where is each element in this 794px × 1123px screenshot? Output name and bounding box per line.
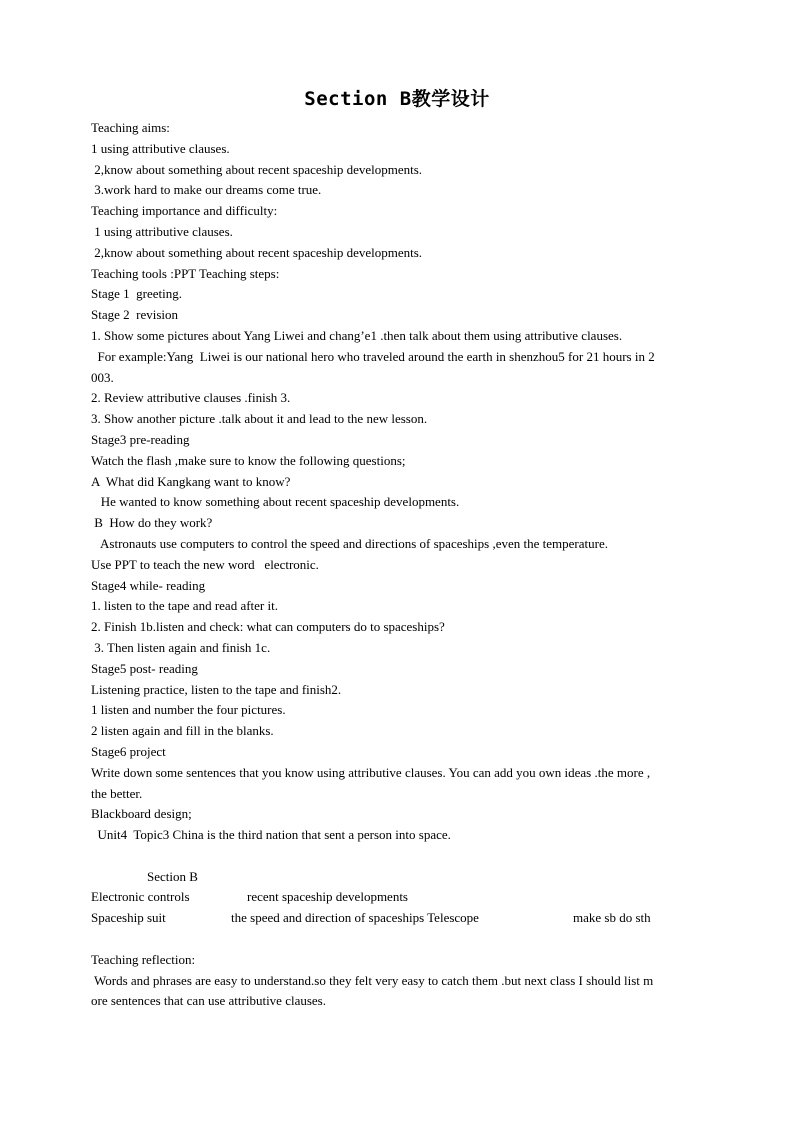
aim-line: 3.work hard to make our dreams come true.: [91, 182, 322, 198]
blackboard-row: [91, 908, 703, 929]
question-line: B How do they work?: [91, 515, 213, 531]
heading-reflection: Teaching reflection:: [91, 951, 196, 967]
step-line: Watch the flash ,make sure to know the following questions;: [91, 452, 406, 468]
heading-importance: Teaching importance and difficulty:: [91, 203, 278, 219]
tools-and-steps-line: Teaching tools :PPT Teaching steps:: [91, 265, 280, 281]
answer-line: Astronauts use computers to control the speed and directions of spaceships ,even the temperature.: [91, 535, 608, 551]
importance-line: 2,know about something about recent spaceship developments.: [91, 244, 423, 260]
blackboard-cell: make sb do sth: [573, 910, 651, 926]
step-line: 1 listen and number the four pictures.: [91, 702, 286, 718]
heading-teaching-aims: Teaching aims:: [91, 120, 170, 135]
stage-heading: Stage6 project: [91, 743, 166, 759]
aim-line: 2,know about something about recent spaceship developments.: [91, 161, 423, 177]
blackboard-cell: the speed and direction of spaceships Telescope: [231, 910, 479, 926]
step-line: Listening practice, listen to the tape and finish2.: [91, 681, 342, 697]
stage-heading: Stage 1 greeting.: [91, 286, 182, 302]
blackboard-section: Section B: [147, 868, 198, 884]
blackboard-row: [91, 887, 703, 908]
blackboard-topic: Unit4 Topic3 China is the third nation that sent a person into space.: [91, 827, 451, 843]
blackboard-section-row: [91, 867, 703, 888]
step-line: Use PPT to teach the new word electronic.: [91, 556, 319, 572]
blank-line: [91, 929, 703, 950]
question-line: A What did Kangkang want to know?: [91, 473, 291, 489]
page-title: Section B教学设计: [304, 88, 490, 110]
reflection-text: Words and phrases are easy to understand.so they felt very easy to catch them .but next class I should list m: [91, 972, 654, 988]
step-line: 2. Finish 1b.listen and check: what can computers do to spaceships?: [91, 619, 445, 635]
step-line: 1. listen to the tape and read after it.: [91, 598, 278, 614]
aim-line: 1 using attributive clauses.: [91, 140, 230, 156]
step-line: 003.: [91, 369, 114, 385]
step-line: 2 listen again and fill in the blanks.: [91, 723, 274, 739]
importance-line: 1 using attributive clauses.: [91, 223, 233, 239]
step-line: 3. Show another picture .talk about it and lead to the new lesson.: [91, 411, 428, 427]
step-line: Write down some sentences that you know using attributive clauses. You can add you own ideas .the more ,: [91, 764, 651, 780]
stage-heading: Stage4 while- reading: [91, 577, 206, 593]
document-body: [91, 118, 703, 1012]
step-line: 3. Then listen again and finish 1c.: [91, 639, 271, 655]
blackboard-cell: recent spaceship developments: [247, 889, 408, 905]
blackboard-cell: Spaceship suit: [91, 910, 166, 926]
step-line: 2. Review attributive clauses .finish 3.: [91, 390, 291, 406]
answer-line: He wanted to know something about recent spaceship developments.: [91, 494, 460, 510]
blank-line: [91, 846, 703, 867]
reflection-text: ore sentences that can use attributive clauses.: [91, 993, 326, 1009]
stage-heading: Stage3 pre-reading: [91, 431, 190, 447]
heading-blackboard-design: Blackboard design;: [91, 806, 192, 822]
stage-heading: Stage5 post- reading: [91, 660, 198, 676]
stage-heading: Stage 2 revision: [91, 307, 179, 323]
blackboard-cell: Electronic controls: [91, 889, 190, 905]
step-line: the better.: [91, 785, 143, 801]
step-line: For example:Yang Liwei is our national hero who traveled around the earth in shenzhou5 for 21 hours in 2: [91, 348, 655, 364]
step-line: 1. Show some pictures about Yang Liwei and chang’e1 .then talk about them using attributive clauses.: [91, 327, 623, 343]
